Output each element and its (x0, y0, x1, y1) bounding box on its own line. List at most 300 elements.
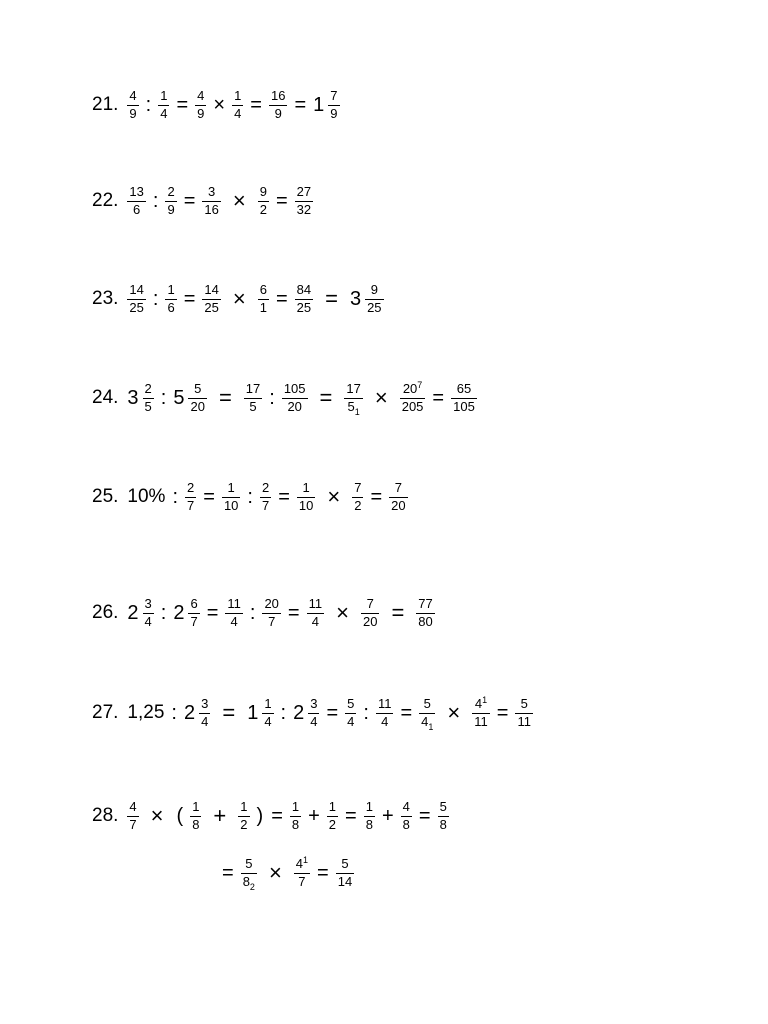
denominator-value: 4 (264, 713, 272, 729)
numerator-value: 1 (192, 798, 200, 814)
denominator-value: 4 (310, 713, 318, 729)
denominator (352, 499, 363, 514)
numerator (127, 89, 138, 104)
problem-21 (92, 85, 343, 125)
numerator-value: 4 (295, 855, 304, 871)
denominator (262, 715, 273, 730)
times-sign: × (232, 286, 246, 311)
denominator-value: 7 (261, 497, 270, 513)
denominator-value: 4 (381, 713, 389, 729)
subscript: 1 (428, 721, 434, 732)
denominator-value: 7 (190, 613, 198, 629)
plus-sign: + (213, 803, 227, 828)
denominator-value: 7 (298, 873, 306, 889)
denominator-value: 10 (298, 497, 314, 513)
fraction (376, 697, 394, 730)
numerator-value: 5 (347, 695, 355, 711)
equals-sign: = (275, 190, 288, 212)
fraction (258, 185, 269, 218)
numerator-value: 9 (259, 183, 267, 199)
fraction (269, 89, 287, 122)
numerator-value: 1 (167, 281, 175, 297)
numerator (206, 185, 217, 200)
fraction (472, 694, 490, 730)
denominator (297, 499, 315, 514)
numerator (294, 854, 310, 872)
denominator-value: 2 (354, 497, 362, 513)
fraction (202, 283, 220, 316)
denominator (389, 499, 407, 514)
fraction (165, 283, 176, 316)
denominator-value: 1 (259, 299, 267, 315)
fraction (307, 597, 325, 630)
plus-sign: + (381, 805, 394, 827)
whole-number: 1 (247, 701, 259, 724)
divide-sign: : (171, 702, 177, 724)
numerator-value: 1 (227, 479, 235, 495)
fraction (225, 597, 243, 630)
problem-26 (92, 593, 438, 633)
equals-sign: = (222, 700, 236, 725)
numerator (143, 597, 154, 612)
numerator (202, 283, 220, 298)
fraction (419, 697, 435, 730)
times-sign: × (336, 600, 349, 625)
numerator (473, 694, 489, 712)
denominator (158, 107, 169, 122)
problem-25 (92, 477, 411, 517)
denominator-value: 80 (418, 613, 433, 629)
denominator (165, 301, 176, 316)
denominator-value: 25 (367, 299, 382, 315)
denominator-value: 25 (296, 299, 312, 315)
numerator-value: 4 (474, 695, 483, 711)
denominator (266, 615, 277, 630)
denominator-value: 5 (249, 398, 257, 414)
fraction (241, 857, 257, 890)
subscript: 1 (354, 406, 360, 417)
denominator-value: 25 (204, 299, 219, 315)
denominator (472, 715, 490, 730)
numerator (364, 800, 375, 815)
fraction (295, 185, 313, 218)
numerator (262, 597, 280, 612)
times-sign: × (374, 385, 388, 410)
denominator-value: 4 (144, 613, 152, 629)
numerator-value: 3 (207, 183, 216, 199)
numerator-value: 1 (234, 87, 242, 103)
fraction (400, 379, 426, 415)
numerator-value: 5 (194, 380, 202, 396)
denominator-value: 7 (129, 816, 137, 832)
numerator (190, 800, 201, 815)
numerator (165, 185, 176, 200)
denominator (310, 615, 321, 630)
numerator-value: 1 (328, 798, 337, 814)
numerator-value: 11 (227, 595, 241, 611)
fraction (389, 481, 407, 514)
whole-number: 2 (173, 601, 185, 624)
fraction (344, 382, 362, 415)
fraction (238, 800, 249, 833)
equals-sign: = (271, 805, 283, 827)
term-text: 1,25 (127, 702, 165, 723)
equals-sign: = (391, 600, 405, 625)
whole-number: 5 (173, 386, 185, 409)
denominator-value: 205 (401, 398, 424, 414)
denominator (308, 715, 319, 730)
denominator-value: 2 (240, 816, 248, 832)
denominator (165, 203, 176, 218)
fraction (282, 382, 308, 415)
superscript: 1 (303, 854, 309, 865)
numerator-value: 2 (167, 183, 175, 199)
denominator-value: 9 (129, 105, 137, 121)
times-sign: × (327, 484, 341, 509)
divide-sign: : (269, 387, 275, 409)
equals-sign: = (432, 387, 445, 409)
numerator-value: 7 (394, 479, 402, 495)
denominator (328, 107, 339, 122)
denominator-value: 4 (201, 713, 209, 729)
times-sign: × (268, 860, 282, 885)
fraction (364, 800, 375, 833)
whole-number: 3 (127, 386, 139, 409)
denominator-value: 7 (268, 613, 276, 629)
denominator-value: 6 (133, 201, 141, 217)
equals-sign: = (400, 702, 413, 724)
numerator-value: 65 (456, 380, 472, 396)
equals-sign: = (370, 486, 383, 508)
times-sign: × (150, 803, 164, 828)
equals-sign: = (275, 288, 288, 310)
times-sign: × (213, 94, 226, 116)
denominator-value: 6 (167, 299, 175, 315)
denominator (199, 715, 210, 730)
numerator (127, 283, 145, 298)
denominator (188, 400, 206, 415)
numerator-value: 5 (245, 855, 253, 871)
denominator-value: 20 (287, 398, 302, 414)
numerator (127, 800, 138, 815)
denominator (247, 400, 258, 415)
fraction (202, 185, 220, 218)
equals-sign: = (203, 486, 215, 508)
numerator-value: 2 (261, 479, 270, 495)
denominator-value: 8 (439, 816, 447, 832)
numerator-value: 1 (302, 479, 310, 495)
denominator (400, 400, 426, 415)
denominator-value: 11 (517, 713, 531, 729)
denominator (238, 818, 249, 833)
numerator-value: 1 (240, 798, 248, 814)
numerator-value: 4 (402, 798, 410, 814)
numerator-value: 1 (160, 87, 168, 103)
problem-24 (92, 378, 480, 418)
denominator-value: 8 (365, 816, 373, 832)
denominator-value: 4 (230, 613, 238, 629)
denominator (258, 203, 269, 218)
numerator (327, 800, 338, 815)
numerator-value: 20 (402, 380, 418, 396)
fraction (262, 697, 273, 730)
numerator (401, 800, 412, 815)
denominator (451, 400, 477, 415)
numerator-value: 4 (129, 798, 137, 814)
numerator (401, 379, 424, 397)
denominator-value: 9 (167, 201, 175, 217)
denominator (190, 818, 201, 833)
numerator-value: 4 (197, 87, 205, 103)
denominator-value: 105 (453, 398, 475, 414)
fraction (165, 185, 176, 218)
plus-sign: + (308, 805, 320, 827)
denominator-value: 8 (291, 816, 300, 832)
numerator (143, 382, 154, 397)
numerator-value: 3 (310, 695, 318, 711)
numerator-value: 1 (264, 695, 272, 711)
divide-sign: : (160, 602, 167, 624)
divide-sign: : (172, 486, 179, 508)
numerator-value: 27 (296, 183, 312, 199)
numerator-value: 3 (201, 695, 209, 711)
fraction (327, 800, 338, 833)
equals-sign: = (183, 288, 196, 310)
equals-sign: = (287, 602, 300, 624)
numerator (376, 697, 394, 712)
numerator (282, 382, 308, 397)
denominator (143, 615, 154, 630)
numerator (188, 597, 199, 612)
numerator-value: 5 (520, 695, 528, 711)
numerator (232, 89, 243, 104)
whole-number: 2 (293, 701, 305, 724)
equals-sign: = (418, 805, 431, 827)
times-sign: × (447, 700, 461, 725)
fraction (244, 382, 262, 415)
numerator (258, 185, 269, 200)
numerator (365, 597, 376, 612)
denominator (260, 499, 271, 514)
superscript: 7 (417, 379, 423, 390)
fraction (127, 89, 138, 122)
denominator-value: 7 (187, 497, 195, 513)
denominator-value: 4 (234, 105, 242, 121)
fraction (345, 697, 356, 730)
open-paren: ( (176, 805, 184, 827)
whole-number: 2 (127, 601, 139, 624)
numerator-value: 7 (330, 87, 338, 103)
numerator (269, 89, 287, 104)
denominator-value: 20 (190, 398, 205, 414)
fraction (328, 89, 339, 122)
numerator-value: 6 (259, 281, 267, 297)
denominator-value: 10 (223, 497, 239, 513)
numerator-value: 16 (270, 87, 286, 103)
denominator (273, 107, 284, 122)
numerator (328, 89, 339, 104)
denominator (202, 203, 220, 218)
divide-sign: : (280, 702, 287, 724)
numerator (158, 89, 169, 104)
fraction (143, 382, 154, 415)
denominator-value: 32 (296, 201, 312, 217)
numerator-value: 14 (129, 281, 144, 297)
numerator-value: 11 (308, 595, 323, 611)
equals-sign: = (325, 286, 338, 311)
denominator-value: 14 (337, 873, 353, 889)
denominator (416, 615, 434, 630)
denominator (127, 818, 138, 833)
denominator (202, 301, 220, 316)
fraction (515, 697, 533, 730)
numerator-value: 17 (346, 380, 361, 396)
close-paren: ) (256, 805, 264, 827)
fraction (438, 800, 449, 833)
fraction (260, 481, 271, 514)
problem-28 (92, 796, 452, 836)
fraction (232, 89, 243, 122)
numerator (262, 697, 273, 712)
denominator-value: 5 (144, 398, 152, 414)
fraction (127, 800, 138, 833)
numerator-value: 7 (354, 479, 362, 495)
denominator-value: 5 (347, 398, 355, 414)
denominator (188, 615, 199, 630)
equals-sign: = (319, 385, 333, 410)
equals-sign: = (345, 805, 357, 827)
fraction (361, 597, 379, 630)
denominator (438, 818, 449, 833)
denominator-value: 8 (192, 816, 200, 832)
numerator-value: 17 (245, 380, 261, 396)
equals-sign: = (294, 94, 307, 116)
problem-number: 22. (92, 190, 119, 211)
denominator (327, 818, 338, 833)
numerator-value: 9 (370, 281, 378, 297)
denominator (361, 615, 379, 630)
denominator (222, 499, 240, 514)
denominator (336, 875, 354, 890)
problem-number: 27. (92, 702, 119, 723)
numerator (344, 382, 362, 397)
denominator (515, 715, 533, 730)
numerator (260, 481, 271, 496)
denominator (195, 107, 206, 122)
denominator (131, 203, 142, 218)
denominator-value: 20 (391, 497, 406, 513)
denominator (143, 400, 154, 415)
divide-sign: : (363, 702, 369, 724)
numerator-value: 5 (439, 798, 447, 814)
denominator (232, 107, 243, 122)
denominator (419, 715, 435, 730)
equals-sign: = (250, 94, 262, 116)
divide-sign: : (247, 486, 253, 508)
numerator (308, 697, 319, 712)
problem-27 (92, 693, 536, 733)
numerator (295, 185, 313, 200)
numerator-value: 2 (187, 479, 195, 495)
denominator-value: 4 (311, 613, 319, 629)
problem-number: 21. (92, 94, 119, 115)
numerator-value: 5 (341, 855, 349, 871)
equals-sign: = (317, 862, 329, 884)
fraction (294, 854, 310, 890)
whole-number: 3 (349, 287, 362, 310)
numerator (455, 382, 473, 397)
whole-number: 2 (183, 701, 196, 724)
fraction (290, 800, 301, 833)
numerator-value: 2 (144, 380, 152, 396)
divide-sign: : (249, 602, 256, 624)
numerator (301, 481, 312, 496)
fraction (308, 697, 319, 730)
subscript: 2 (249, 881, 255, 892)
equals-sign: = (326, 702, 339, 724)
numerator (295, 283, 313, 298)
numerator-value: 5 (423, 695, 431, 711)
problem-number: 24. (92, 387, 119, 408)
numerator (393, 481, 404, 496)
numerator (185, 481, 196, 496)
denominator (365, 301, 383, 316)
numerator-value: 7 (366, 595, 374, 611)
fraction (127, 185, 145, 218)
times-sign: × (232, 188, 246, 213)
divide-sign: : (152, 190, 159, 212)
numerator (225, 597, 243, 612)
denominator (258, 301, 269, 316)
denominator-value: 8 (242, 873, 250, 889)
numerator (127, 185, 145, 200)
fraction (262, 597, 280, 630)
denominator (345, 715, 356, 730)
denominator (185, 499, 196, 514)
numerator-value: 84 (296, 281, 312, 297)
problem-23 (92, 279, 387, 319)
numerator (195, 89, 206, 104)
fraction (352, 481, 363, 514)
numerator (258, 283, 269, 298)
denominator (295, 203, 313, 218)
numerator-value: 13 (129, 183, 144, 199)
fraction (416, 597, 434, 630)
denominator-value: 16 (204, 201, 219, 217)
numerator (345, 697, 356, 712)
fraction (188, 597, 199, 630)
denominator-value: 20 (362, 613, 378, 629)
denominator-value: 25 (129, 299, 144, 315)
fraction (158, 89, 169, 122)
problem-number: 26. (92, 602, 119, 623)
fraction (451, 382, 477, 415)
denominator-value: 8 (402, 816, 410, 832)
denominator-value: 4 (347, 713, 355, 729)
divide-sign: : (160, 387, 167, 409)
problem-28-continuation (218, 853, 357, 893)
equals-sign: = (176, 94, 189, 116)
numerator (416, 597, 434, 612)
denominator-value: 4 (421, 713, 429, 729)
numerator-value: 3 (144, 595, 152, 611)
numerator-value: 105 (283, 380, 306, 396)
denominator (401, 818, 412, 833)
denominator-value: 11 (474, 713, 488, 729)
numerator (243, 857, 254, 872)
equals-sign: = (218, 385, 232, 410)
denominator (364, 818, 375, 833)
